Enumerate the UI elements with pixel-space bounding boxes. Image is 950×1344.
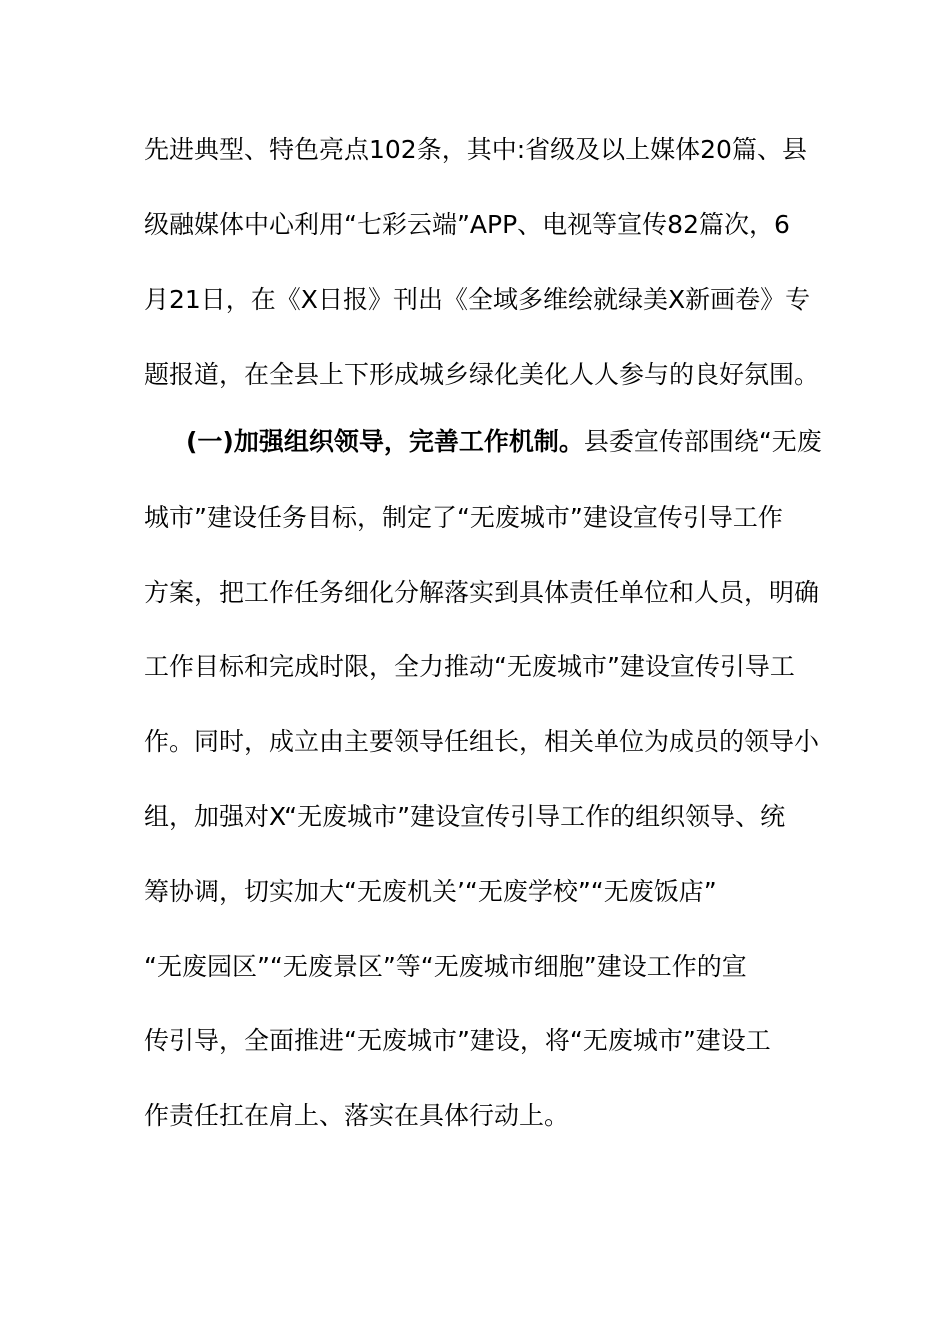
paragraph-line: 月21日，在《X日报》刊出《全域多维绘就绿美X新画卷》专 (144, 285, 811, 314)
paragraph-line: 级融媒体中心利用“七彩云端”APP、电视等宣传82篇次，6 (144, 210, 790, 239)
section-first-line (186, 425, 822, 459)
paragraph-line: 先进典型、特色亮点102条，其中:省级及以上媒体20篇、县 (144, 135, 807, 164)
paragraph-line: 工作目标和完成时限，全力推动“无废城市”建设宣传引导工 (144, 652, 795, 681)
paragraph-line: 作。同时，成立由主要领导任组长，相关单位为成员的领导小 (144, 727, 820, 756)
paragraph-line: 方案，把工作任务细化分解落实到具体责任单位和人员，明确 (144, 578, 820, 607)
paragraph-line: 传引导，全面推进“无废城市”建设，将“无废城市”建设工 (144, 1026, 771, 1055)
paragraph-line: 筹协调，切实加大“无废机关’“无废学校”“无废饭店” (144, 877, 717, 906)
paragraph-line: 作责任扛在肩上、落实在具体行动上。 (144, 1101, 570, 1130)
paragraph-line: 题报道，在全县上下形成城乡绿化美化人人参与的良好氛围。 (144, 360, 820, 389)
section-heading: (一)加强组织领导，完善工作机制。 (186, 427, 584, 456)
paragraph-line: “无废园区”“无废景区”等“无废城市细胞”建设工作的宣 (144, 952, 747, 981)
section-heading-continuation: 县委宣传部围绕“无废 (583, 427, 822, 456)
paragraph-line: 城市”建设任务目标，制定了“无废城市”建设宣传引导工作 (144, 503, 783, 532)
paragraph-line: 组，加强对X“无废城市”建设宣传引导工作的组织领导、统 (144, 802, 786, 831)
